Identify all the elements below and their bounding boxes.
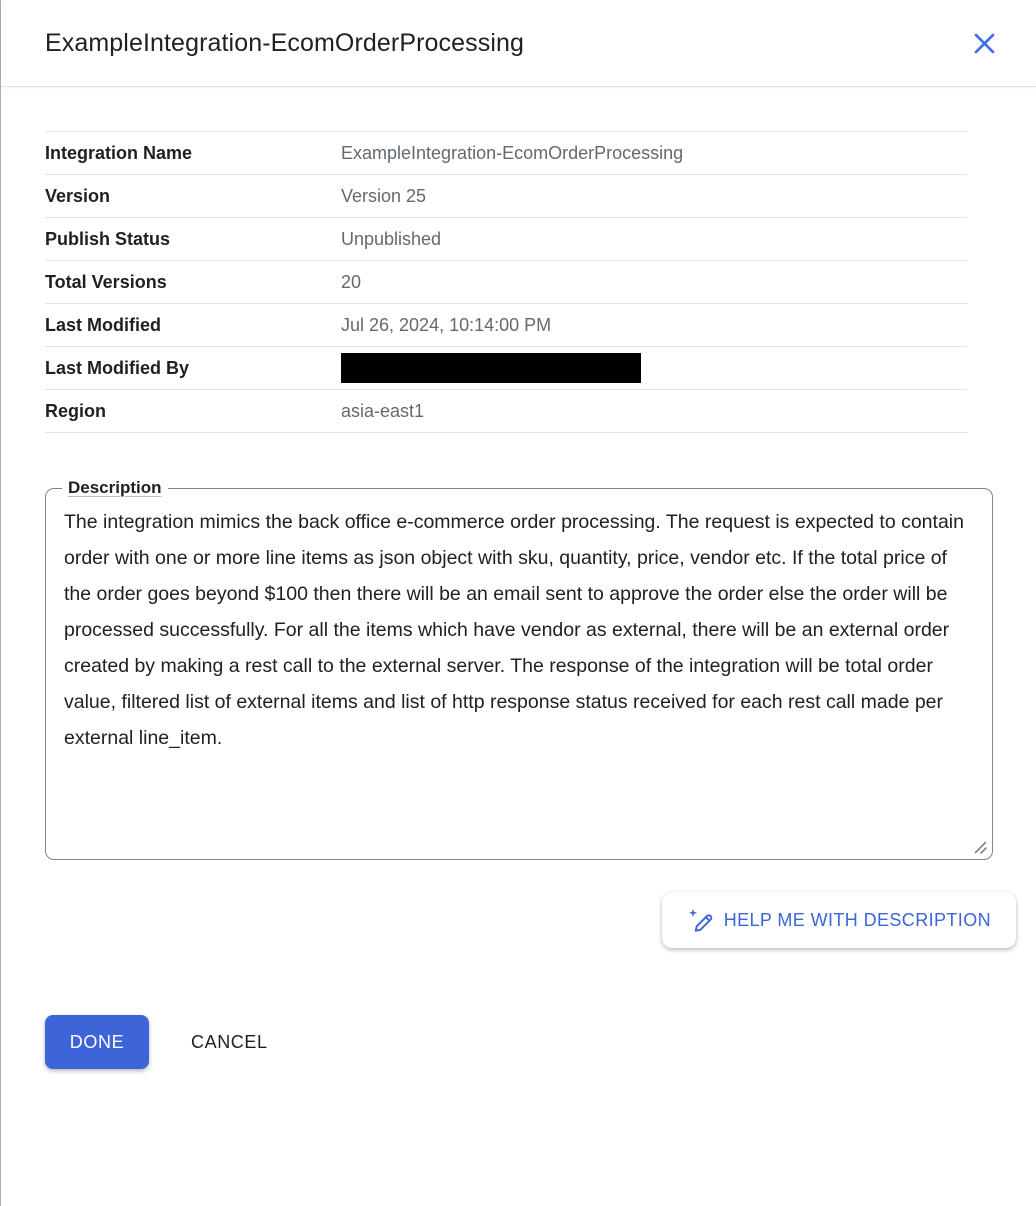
dialog-header xyxy=(1,0,1036,87)
close-button[interactable] xyxy=(967,26,1002,61)
detail-row-region xyxy=(45,390,967,433)
detail-value: asia-east1 xyxy=(341,400,425,421)
detail-value: 20 xyxy=(341,271,362,292)
dialog-title: ExampleIntegration-EcomOrderProcessing xyxy=(45,28,525,57)
detail-row-last-modified xyxy=(45,304,967,347)
detail-row-integration-name xyxy=(45,132,967,175)
detail-row-last-modified-by xyxy=(45,347,967,390)
help-me-with-description-button[interactable] xyxy=(662,892,1016,948)
close-icon xyxy=(971,30,998,57)
help-button-label: HELP ME WITH DESCRIPTION xyxy=(723,909,991,930)
pen-spark-icon xyxy=(687,907,713,933)
detail-label: Last Modified xyxy=(45,314,161,335)
detail-label: Last Modified By xyxy=(45,357,190,378)
description-field xyxy=(45,478,993,860)
details-table xyxy=(45,131,967,433)
integration-details-dialog xyxy=(1,0,1036,1069)
resize-handle-icon[interactable] xyxy=(973,840,988,855)
detail-label: Total Versions xyxy=(45,271,167,292)
detail-value: Jul 26, 2024, 10:14:00 PM xyxy=(341,314,552,335)
description-label: Description xyxy=(68,478,162,497)
done-button[interactable]: DONE xyxy=(45,1015,149,1069)
detail-value: Version 25 xyxy=(341,185,427,206)
detail-row-total-versions xyxy=(45,261,967,304)
detail-label: Integration Name xyxy=(45,142,193,163)
detail-value: Unpublished xyxy=(341,228,442,249)
detail-value: ExampleIntegration-EcomOrderProcessing xyxy=(341,142,684,163)
detail-label: Region xyxy=(45,400,106,421)
help-button-row xyxy=(1,892,1036,948)
detail-row-publish-status xyxy=(45,218,967,261)
description-textarea[interactable] xyxy=(54,500,984,830)
detail-row-version xyxy=(45,175,967,218)
detail-label: Publish Status xyxy=(45,228,171,249)
redacted-value-bar xyxy=(341,353,641,383)
dialog-body xyxy=(1,131,1036,1069)
detail-value xyxy=(341,353,641,383)
detail-label: Version xyxy=(45,185,111,206)
dialog-actions xyxy=(45,1015,1036,1069)
cancel-button[interactable]: CANCEL xyxy=(191,1031,268,1052)
